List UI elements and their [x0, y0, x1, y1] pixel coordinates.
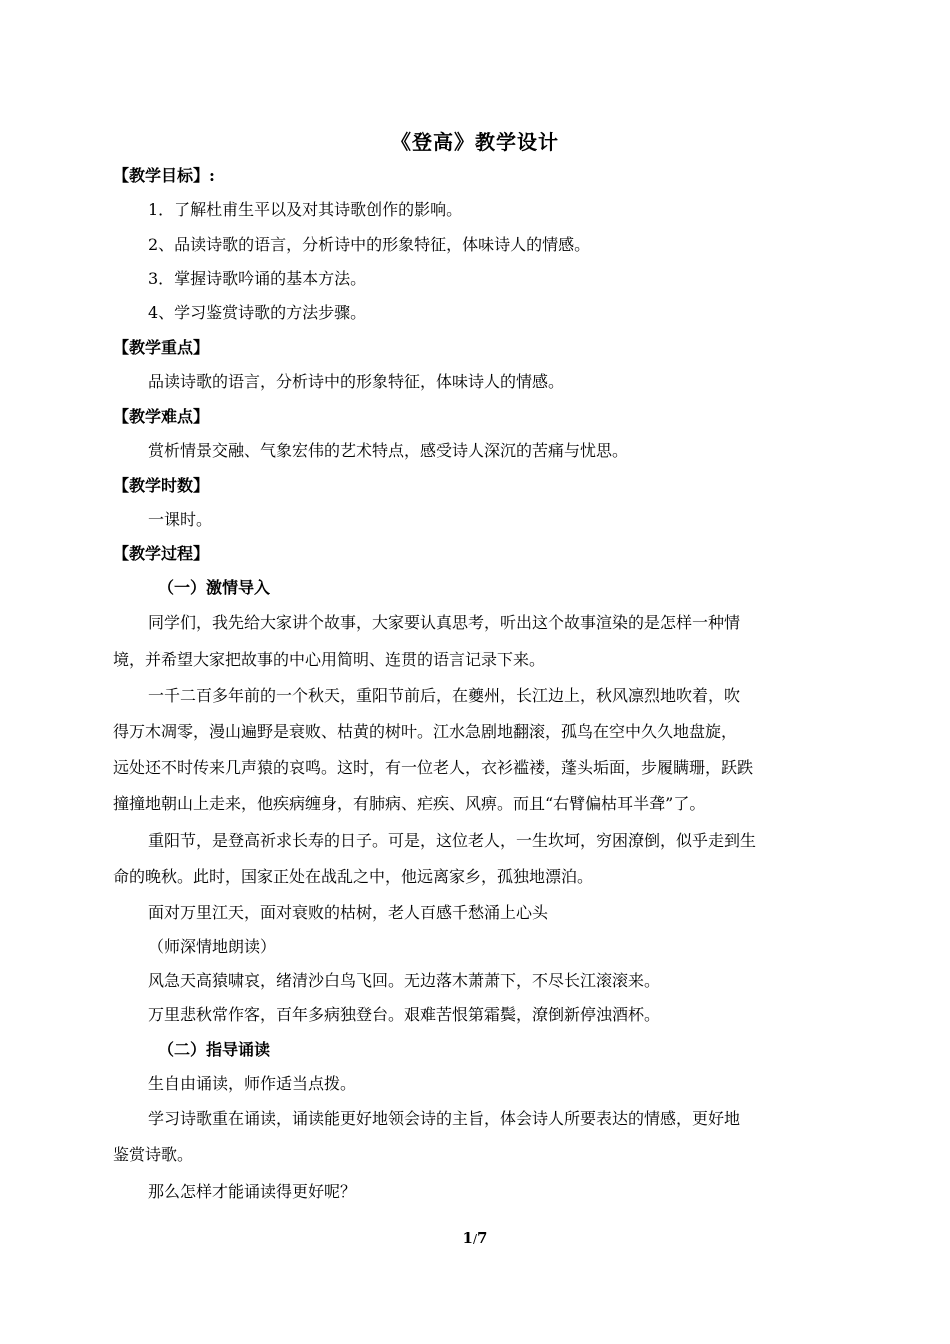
- paragraph-line: 面对万里江天，面对衰败的枯树，老人百感千愁涌上心头: [148, 903, 549, 922]
- current-page: 1: [462, 1229, 473, 1247]
- paragraph-line: 得万木凋零，漫山遍野是衰败、枯黄的树叶。江水急剧地翻滚，孤鸟在空中久久地盘旋，: [113, 722, 738, 741]
- part2-heading: （二）指导诵读: [158, 1040, 271, 1059]
- hours-heading: 【教学时数】: [113, 476, 210, 495]
- paragraph-line: 远处还不时传来几声猿的哀鸣。这时，有一位老人，衣衫褴褛，蓬头垢面，步履瞒珊，跃跌: [113, 758, 754, 777]
- paragraph-line: 同学们，我先给大家讲个故事，大家要认真思考，听出这个故事渲染的是怎样一种情: [148, 613, 741, 632]
- paragraph-line: 境，并希望大家把故事的中心用简明、连贯的语言记录下来。: [113, 650, 546, 669]
- paragraph-line: 撞撞地朝山上走来，他疾病缠身，有肺病、疟疾、风痹。而且“右臂偏枯耳半聋”了。: [113, 794, 706, 813]
- key-heading: 【教学重点】: [113, 338, 210, 357]
- key-text: 品读诗歌的语言，分析诗中的形象特征，体味诗人的情感。: [148, 372, 565, 391]
- hours-text: 一课时。: [148, 510, 213, 529]
- objective-item: 2、品读诗歌的语言，分析诗中的形象特征，体味诗人的情感。: [148, 235, 591, 254]
- total-pages: 7: [477, 1229, 488, 1247]
- process-heading: 【教学过程】: [113, 544, 210, 563]
- paragraph-line: 生自由诵读，师作适当点拨。: [148, 1074, 357, 1093]
- part1-heading: （一）激情导入: [158, 578, 271, 597]
- paragraph-line: 那么怎样才能诵读得更好呢？: [148, 1182, 357, 1201]
- objectives-heading: 【教学目标】:: [113, 166, 215, 185]
- objective-item: 1．了解杜甫生平以及对其诗歌创作的影响。: [148, 200, 463, 219]
- paragraph-line: 命的晚秋。此时，国家正处在战乱之中，他远离家乡，孤独地漂泊。: [113, 867, 594, 886]
- difficulty-text: 赏析情景交融、气象宏伟的艺术特点，感受诗人深沉的苦痛与忧思。: [148, 441, 629, 460]
- paragraph-line: （师深情地朗读）: [148, 937, 277, 956]
- poem-line: 风急天高猿啸哀，绪清沙白鸟飞回。无边落木萧萧下，不尽长江滚滚来。: [148, 971, 661, 990]
- difficulty-heading: 【教学难点】: [113, 407, 210, 426]
- objective-item: 4、学习鉴赏诗歌的方法步骤。: [148, 303, 367, 322]
- poem-line: 万里悲秋常作客，百年多病独登台。艰难苦恨第霜鬓，潦倒新停浊酒杯。: [148, 1005, 661, 1024]
- page-number: [0, 1229, 950, 1247]
- page-title: 《登高》教学设计: [391, 130, 559, 154]
- objective-item: 3．掌握诗歌吟诵的基本方法。: [148, 269, 367, 288]
- paragraph-line: 重阳节，是登高祈求长寿的日子。可是，这位老人，一生坎坷，穷困潦倒，似乎走到生: [148, 831, 757, 850]
- paragraph-line: 学习诗歌重在诵读，诵读能更好地领会诗的主旨，体会诗人所要表达的情感，更好地: [148, 1109, 741, 1128]
- page-separator: /: [472, 1232, 478, 1246]
- paragraph-line: 鉴赏诗歌。: [113, 1145, 194, 1164]
- paragraph-line: 一千二百多年前的一个秋天，重阳节前后，在夔州，长江边上，秋风凛烈地吹着，吹: [148, 686, 741, 705]
